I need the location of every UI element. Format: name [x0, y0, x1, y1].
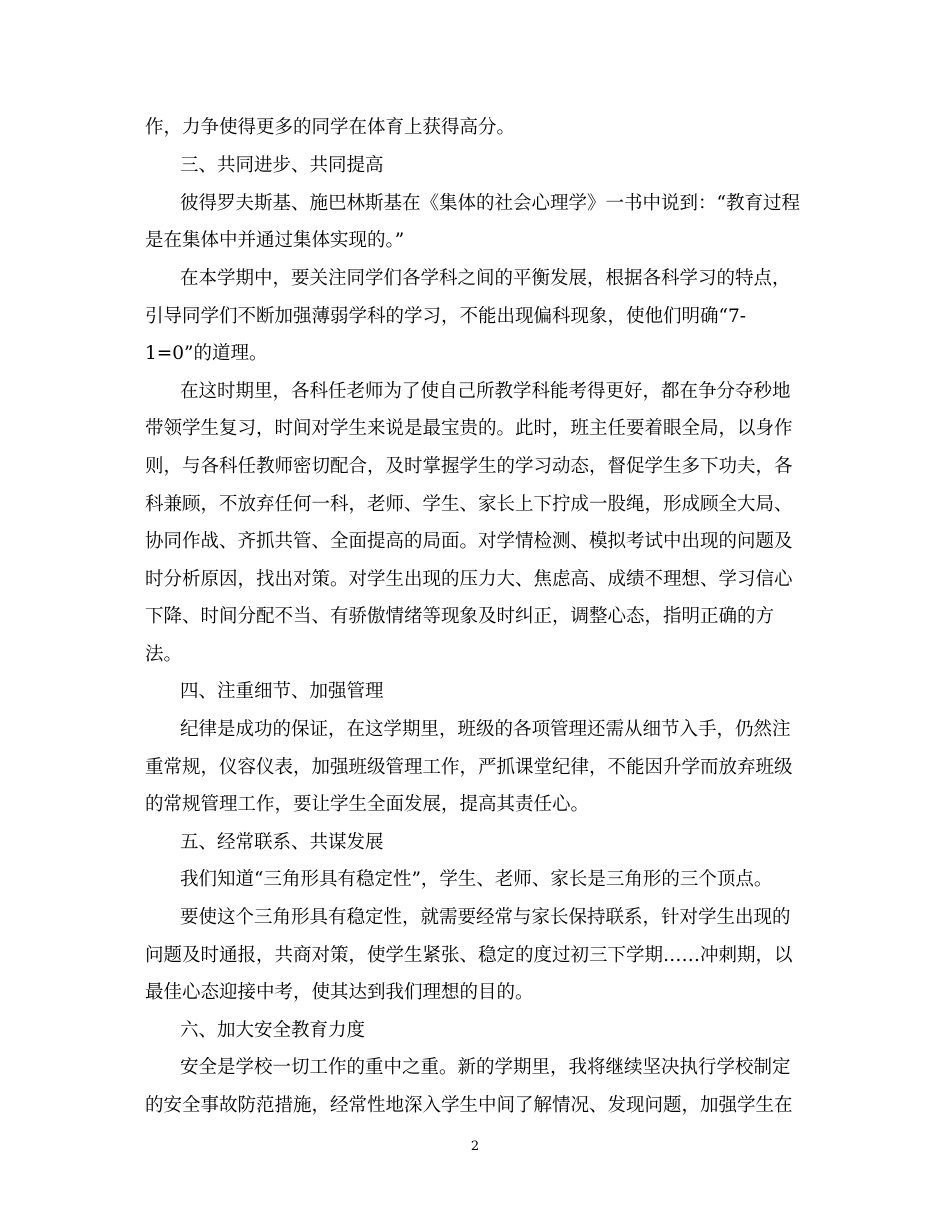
text-line: 纪律是成功的保证，在这学期里，班级的各项管理还需从细节入手，仍然注 [180, 719, 791, 740]
text-line: 协同作战、齐抓共管、全面提高的局面。对学情检测、模拟考试中出现的问题及 [145, 531, 793, 552]
text-line: 引导同学们不断加强薄弱学科的学习，不能出现偏科现象，使他们明确“7- [145, 306, 746, 327]
text-line: 则，与各科任教师密切配合，及时掌握学生的学习动态，督促学生多下功夫，各 [145, 456, 793, 477]
text-line: 要使这个三角形具有稳定性，就需要经常与家长保持联系，针对学生出现的 [180, 907, 791, 928]
text-line: 法。 [145, 644, 183, 665]
section-heading: 六、加大安全教育力度 [180, 1020, 366, 1041]
text-line: 带领学生复习，时间对学生来说是最宝贵的。此时，班主任要着眼全局，以身作 [145, 418, 793, 439]
page-number: 2 [470, 1139, 480, 1154]
text-line: 最佳心态迎接中考，使其达到我们理想的目的。 [145, 982, 534, 1003]
text-line: 的安全事故防范措施，经常性地深入学生中间了解情况、发现问题，加强学生在 [145, 1095, 793, 1116]
text-line: 时分析原因，找出对策。对学生出现的压力大、焦虑高、成绩不理想、学习信心 [145, 569, 793, 590]
section-heading: 三、共同进步、共同提高 [180, 155, 384, 176]
text-line: 安全是学校一切工作的重中之重。新的学期里，我将继续坚决执行学校制定 [180, 1057, 791, 1078]
text-line: 重常规，仪容仪表，加强班级管理工作，严抓课堂纪律，不能因升学而放弃班级 [145, 757, 793, 778]
text-line: 问题及时通报，共商对策，使学生紧张、稳定的度过初三下学期……冲刺期，以 [145, 945, 793, 966]
section-heading: 四、注重细节、加强管理 [180, 681, 384, 702]
text-line: 在本学期中，要关注同学们各学科之间的平衡发展，根据各科学习的特点， [180, 268, 791, 289]
text-line: 在这时期里，各科任老师为了使自己所教学科能考得更好，都在争分夺秒地 [180, 381, 791, 402]
text-line: 科兼顾，不放弃任何一科，老师、学生、家长上下拧成一股绳，形成顾全大局、 [145, 494, 793, 515]
text-line: 1=0”的道理。 [145, 343, 268, 364]
text-line: 我们知道“三角形具有稳定性”，学生、老师、家长是三角形的三个顶点。 [180, 869, 773, 890]
text-line: 下降、时间分配不当、有骄傲情绪等现象及时纠正，调整心态，指明正确的方 [145, 606, 775, 627]
text-line: 的常规管理工作，要让学生全面发展，提高其责任心。 [145, 794, 590, 815]
text-line: 是在集体中并通过集体实现的。” [145, 230, 405, 251]
text-line: 彼得罗夫斯基、施巴林斯基在《集体的社会心理学》一书中说到：“教育过程 [180, 193, 800, 214]
section-heading: 五、经常联系、共谋发展 [180, 832, 384, 853]
text-line: 作，力争使得更多的同学在体育上获得高分。 [145, 117, 516, 138]
